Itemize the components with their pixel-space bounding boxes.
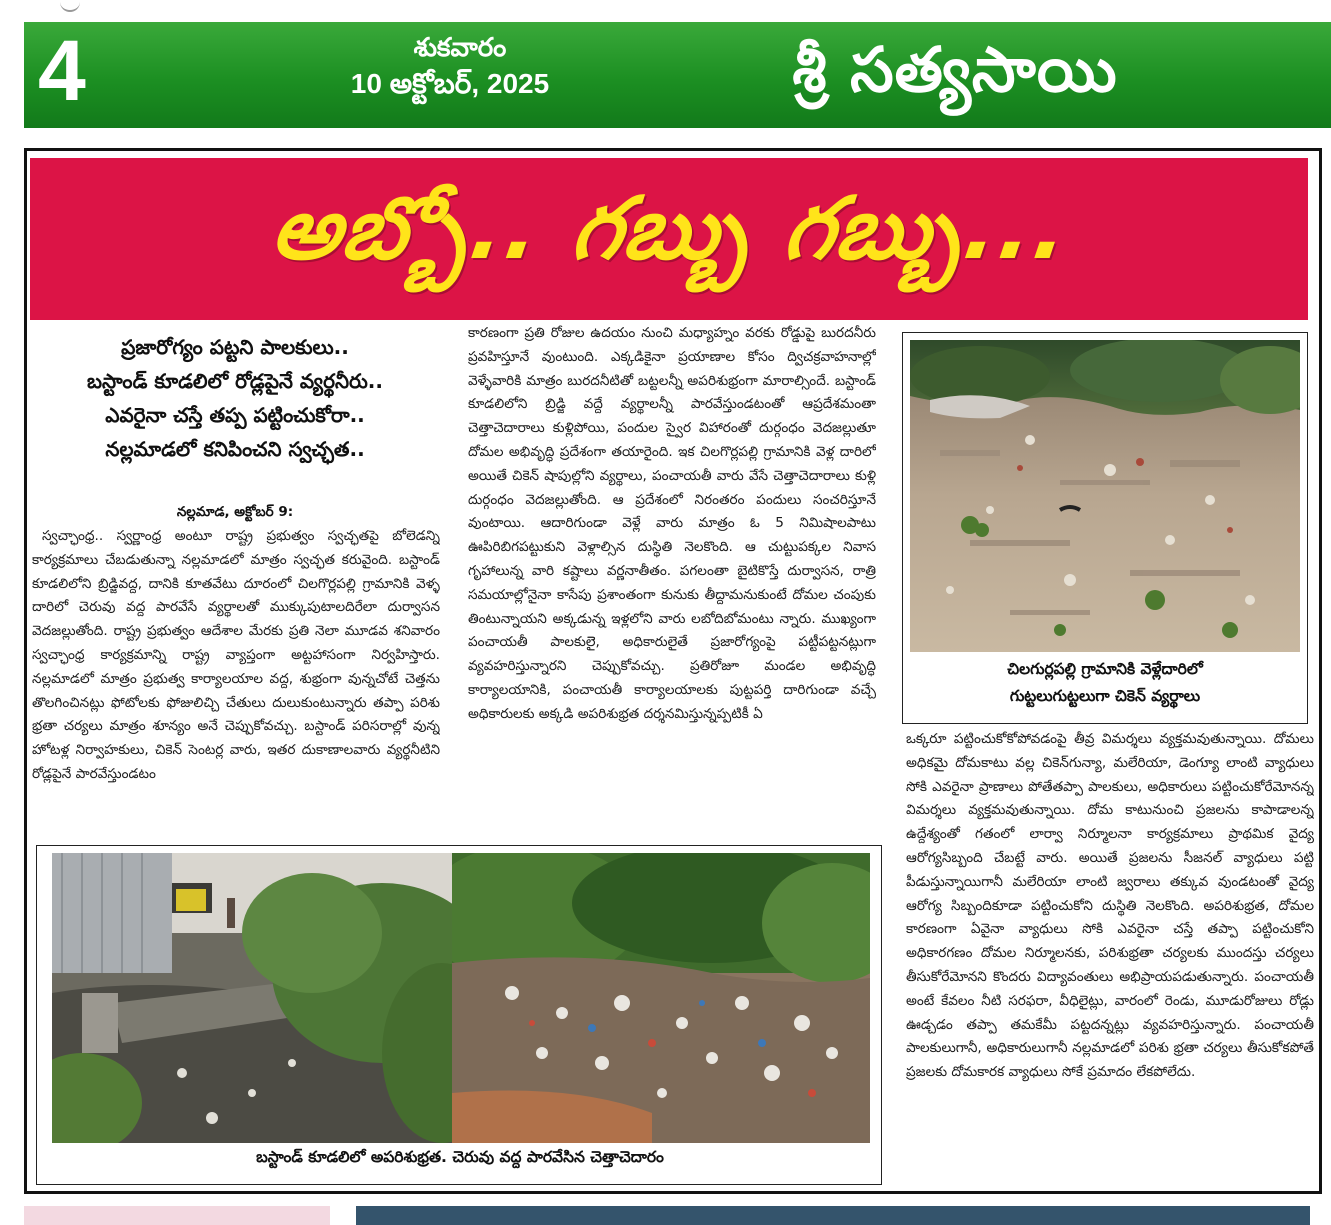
subheadline-4: నల్లమాడలో కనిపించని స్వచ్ఛత.. bbox=[105, 437, 365, 461]
headline: అబ్బో.. గబ్బు గబ్బు... bbox=[265, 178, 1076, 279]
header-day: శుకవారం bbox=[413, 32, 507, 62]
article-column-2: కారణంగా ప్రతి రోజుల ఉదయం నుంచి మధ్యాహ్నం వరకు రోడ్డుపై బురదనీరు ప్రవహిస్తూనే వుంటుంది. ఎక్కడికైనా ప్రయాణాల కోసం ద్విచక్రవాహనాల్లో వెళ్ళేవారికి మాత్రం బురదనీటితో బట్టలన్నీ అపరిశుభ్రంగా మారాల్సిందే. బస్టాండ్ కూడలిలోని బ్రిడ్జి వద్దే వ్యర్థాలన్నీ పారవేస్తుండటంతో ఆప్రదేశమంతా చెత్తాచెదారాలు కుళ్లిపోయి, పందుల స్వైర విహారంతో దుర్గంధం వెదజల్లుతూ దోమల అభివృద్ధి ప్రదేశంగా తయారైంది. ఇక చిలగొర్లపల్లి గ్రామానికి వెళ్ల దారిలో అయితే చికెన్ షాపుల్లోని వ్యర్థాలు, పంచాయతీ వారు వేసే చెత్తాచెదారాలు కుళ్లి దుర్గంధం వెదజల్లుతోంది. ఆ ప్రదేశంలో నిరంతరం పందులు సంచరిస్తూనే వుంటాయి. ఆదారిగుండా వెళ్లే వారు మాత్రం ఓ 5 నిమిషాలపాటు ఊపిరిబిగపట్టుకుని వెళ్లాల్సిన దుస్థితి నెలకొంది. ఆ చుట్టుపక్కల నివాస గృహాలున్న వారి కష్టాలు వర్ణనాతీతం. పగలంతా బైటికొస్తే దుర్వాసన, రాత్రి సమయాల్లోనైనా కాసేపు ప్రశాంతంగా కునుకు తీద్దామనుకుంటే దోమల చంపుకు తింటున్నాయని అక్కడున్న ఇళ్లలోని వారు లబోదిబోమంటు న్నారు. ముఖ్యంగా పంచాయతీ పాలకులైె, అధికారులైతే ప్రజారోగ్యంపై పట్టీపట్టనట్లుగా వ్యవహరిస్తున్నారని చెప్పుకోవచ్చు. ప్రతిరోజూ మండల అభివృద్ధి కార్యాలయానికి, పంచాయతీ కార్యాలయాలకు పుట్టపర్తి దారిగుండా వచ్చే అధికారులకు అక్కడి అపరిశుభ్రత దర్శనమిస్తున్నప్పటికీ ఏ bbox=[468, 325, 876, 722]
header-date: 10 అక్టోబర్, 2025 bbox=[350, 68, 550, 99]
article-column-1: స్వచ్ఛాంధ్ర.. స్వర్ణాంధ్ర అంటూ రాష్ట్ర ప్రభుత్వం స్వచ్ఛతపై బోలెడన్ని కార్యక్రమాలు చేబడుతున్నా నల్లమాడలో మాత్రం స్వచ్ఛత కరువైంది. బస్టాండ్ కూడలిలోని బ్రిడ్జివద్ద, దానికి కూతవేటు దూరంలో చిలగొర్లపల్లి గ్రామానికి వెళ్ళ దారిలో చెరువు వద్ద పారవేసే వ్యర్థాలతో ముక్కుపుటాలదిరేలా దుర్వాసన వెదజల్లుతోంది. రాష్ట్ర ప్రభుత్వం ఆదేశాల మేరకు ప్రతి నెలా మూడవ శనివారం స్వచ్ఛాంధ్ర కార్యక్రమాన్ని రాష్ట్ర వ్యాప్తంగా అట్టహాసంగా నిర్వహిస్తారు. నల్లమాడలో మాత్రం ప్రభుత్వ కార్యాలయాల వద్ద, శుభ్రంగా వున్నచోటే చెత్తను తొలగించినట్లు ఫోటోలకు ఫోజులిచ్చి చేతులు దులుకుంటున్నారు తప్పా పరిశు భ్రతా చర్యలు మాత్రం శూన్యం అనే చెప్పుకోవచ్చు. బస్టాండ్ పరిసరాల్లో వున్న హోటళ్ల నిర్వాహకులు, చికెన్ సెంటర్ల వారు, ఇతర దుకాణాలవారు వ్యర్థనీటిని రోడ్లపైనే పారవేస్తుండటం bbox=[32, 528, 440, 782]
bus-stand-junction-photo bbox=[52, 853, 452, 1143]
subheadline-1: ప్రజారోగ్యం పట్టని పాలకులు.. bbox=[121, 335, 349, 359]
dateline: నల్లమాడ, అక్టోబర్ 9: bbox=[176, 504, 294, 520]
photo-caption-right bbox=[904, 656, 1306, 710]
photo-caption-bottom: బస్టాండ్ కూడలిలో అపరిశుభ్రత. చెరువు వద్ద పారవేసిన చెత్తాచెదారం bbox=[256, 1148, 664, 1166]
chicken-waste-photo bbox=[910, 340, 1300, 652]
headline-banner bbox=[30, 158, 1308, 320]
page-top-mark bbox=[60, 0, 80, 12]
page-number: 4 bbox=[38, 23, 86, 119]
subheadlines bbox=[30, 330, 440, 466]
photo-caption-right-line-1: చిలగుర్లపల్లి గ్రామానికి వెళ్లేదారిలో bbox=[1007, 660, 1203, 678]
lake-garbage-dump-photo bbox=[452, 853, 870, 1143]
subheadline-3: ఎవరైనా చస్తే తప్ప పట్టించుకోరా.. bbox=[105, 403, 365, 427]
article-column-3: ఒక్కరూ పట్టించుకోకోపోవడంపై తీవ్ర విమర్శలు వ్యక్తమవుతున్నాయి. దోమలు అధికమై దోమకాటు వల్ల చికెన్‌గున్యా, మలేరియా, డెంగ్యూ లాంటి వ్యాధులు సోకి ఎవరైనా ప్రాణాలు పోతేతప్పా పాలకులు, అధికారులు పట్టించుకోరేమోనన్న విమర్శలు వ్యక్తమవుతున్నాయి. దోమ కాటునుంచి ప్రజలను కాపాడాలన్న ఉద్దేశ్యంతో గతంలో లార్వా నిర్మూలనా కార్యక్రమాలు ప్రాథమిక వైద్య ఆరోగ్యసిబ్బంది చేబట్టే వారు. అయితే ప్రజలను సీజనల్ వ్యాధులు పట్టి పీడుస్తున్నాయిగానీ మలేరియా లాంటి జ్వరాలు తక్కువ వుండటంతో వైద్య ఆరోగ్య సిబ్బందికూడా పట్టించుకోని దుస్థితి నెలకొంది. అపరిశుభ్రత, దోమల కారణంగా ఏవైనా వ్యాధులు సోకి ఎవరైనా చస్తే తప్పా పట్టించుకోని అధికారగణం దోమల నిర్మూలనకు, పరిశుభ్రతా చర్యలకు ముందస్తు చర్యలు తీసుకోరేమోనని కొందరు విద్యావంతులు అభిప్రాయపడుతున్నారు. పంచాయతీ అంటే కేవలం నీటి సరఫరా, వీధిలైట్లు, వారంలో రెండు, మూడురోజులు రోడ్లు ఊడ్చడం తప్పా తమకేమీ పట్టదన్నట్లు వ్యవహరిస్తున్నారు. పంచాయతీ పాలకులుగానీ, అధికారులుగానీ నల్లమాడలో పరిశు భ్రతా చర్యలు తీసుకోకపోతే ప్రజలకు దోమకారక వ్యాధులు సోకే ప్రమాదం లేకపోలేదు. bbox=[906, 731, 1314, 1081]
header-district-title: శ్రీ సత్యసాయి bbox=[792, 33, 1118, 106]
next-article-strip-right bbox=[356, 1206, 1310, 1225]
next-article-strip-left bbox=[24, 1206, 330, 1225]
subheadline-2: బస్టాండ్ కూడలిలో రోడ్లపైనే వ్యర్థనీరు.. bbox=[87, 369, 383, 393]
photo-caption-right-line-2: గుట్టలుగుట్టలుగా చికెన్ వ్యర్థాలు bbox=[1009, 687, 1201, 705]
